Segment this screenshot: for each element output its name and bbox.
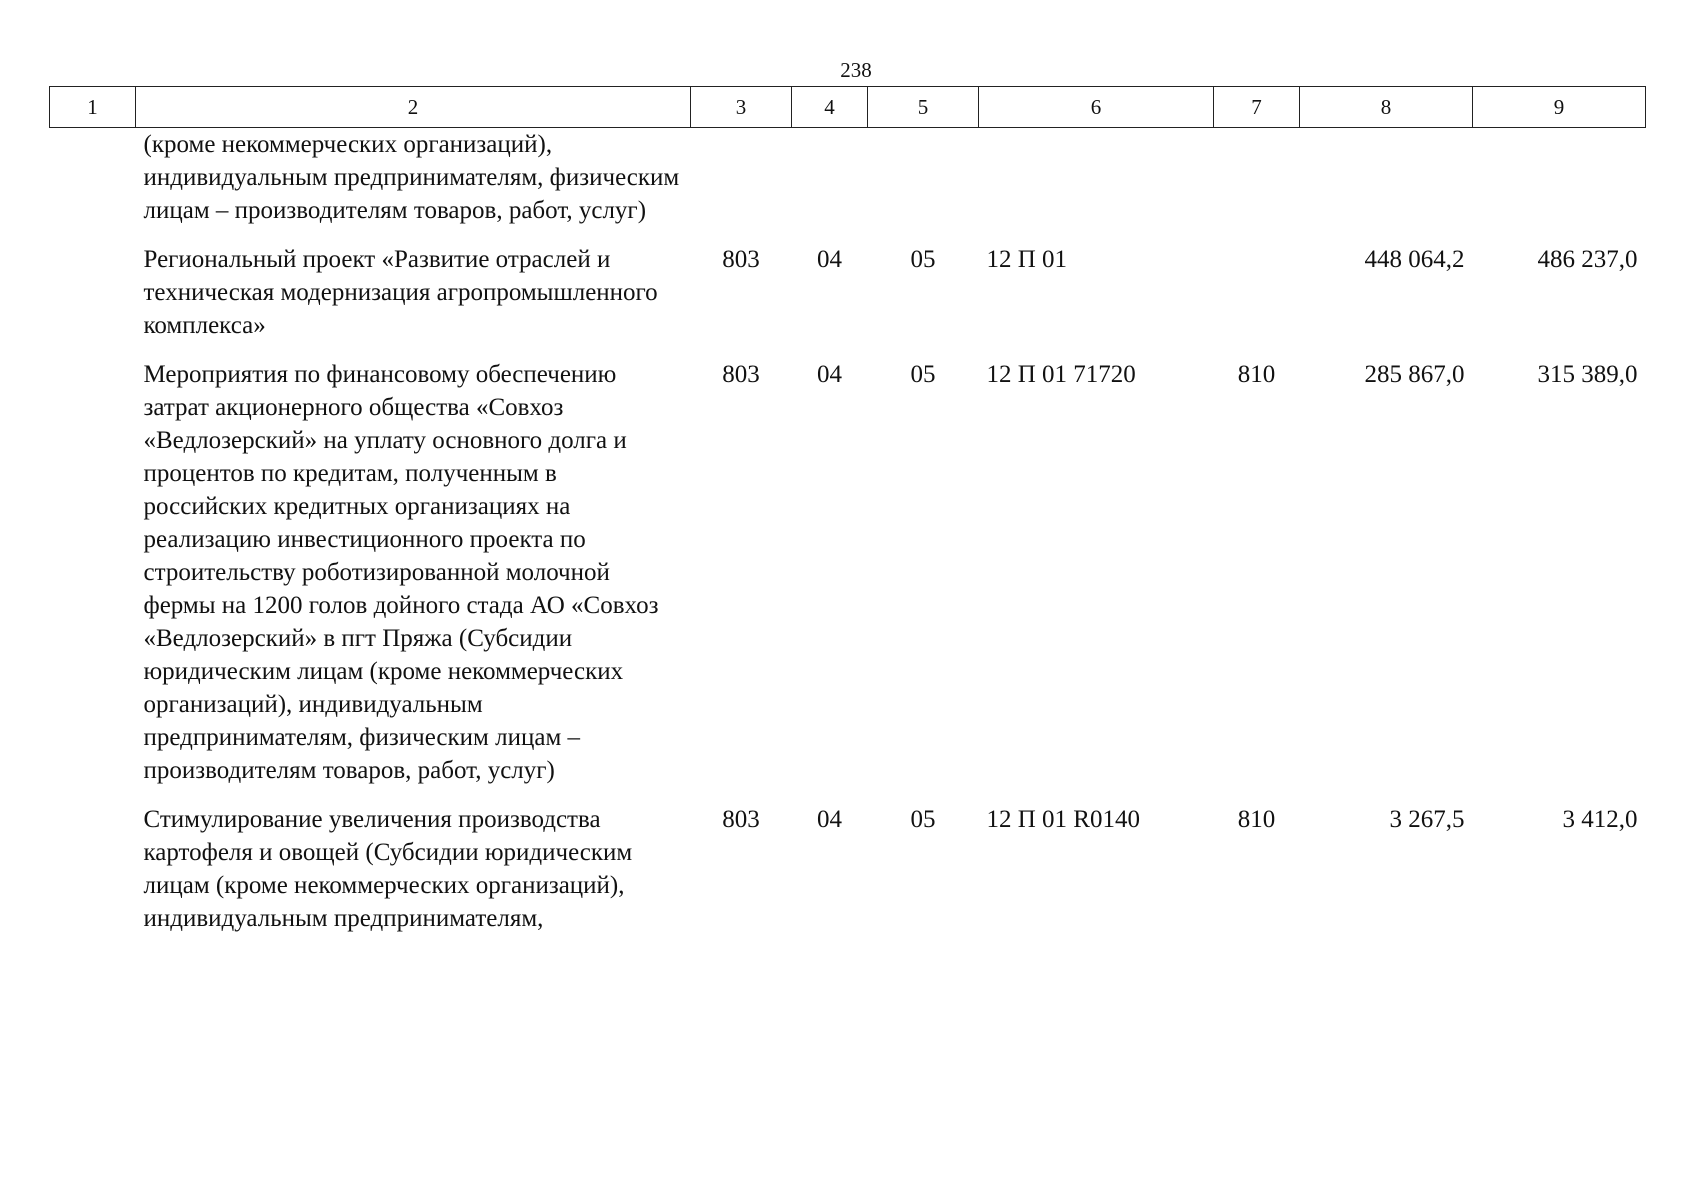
row-sum-year1: [1300, 128, 1473, 242]
row-ministry: 803: [722, 246, 760, 273]
table-row: [50, 801, 1646, 949]
row-target-article: 12 П 01 71720: [986, 361, 1136, 388]
row-subsection: [868, 128, 979, 242]
row-ministry: 803: [722, 806, 760, 833]
page-number: 238: [840, 58, 872, 82]
header-cell-2: 2: [136, 87, 691, 128]
row-ministry: 803: [722, 361, 760, 388]
table-row: [50, 128, 1646, 242]
row-section: 04: [817, 246, 842, 273]
row-target-article: [979, 128, 1214, 242]
header-cell-7: 7: [1214, 87, 1300, 128]
row-sum-year1: 448 064,2: [1364, 246, 1465, 273]
row-expense-type: 810: [1237, 361, 1276, 388]
table-row: [50, 356, 1646, 801]
budget-table: [49, 86, 1646, 949]
row-expense-type: [1214, 128, 1300, 242]
header-cell-3: 3: [691, 87, 792, 128]
row-sum-year2: 3 412,0: [1562, 806, 1638, 833]
row-target-article: 12 П 01 R0140: [986, 806, 1140, 833]
row-subsection: 05: [910, 806, 936, 833]
row-section: 04: [817, 361, 842, 388]
row-section: 04: [817, 806, 842, 833]
row-expense-type: [1214, 241, 1300, 356]
header-cell-9: 9: [1473, 87, 1646, 128]
header-cell-5: 5: [868, 87, 979, 128]
row-sum-year1: 3 267,5: [1389, 806, 1465, 833]
row-sum-year2: 486 237,0: [1537, 246, 1638, 273]
row-ministry: [691, 128, 792, 242]
row-number-cell: [50, 128, 136, 242]
row-section: [792, 128, 868, 242]
row-sum-year1: 285 867,0: [1364, 361, 1465, 388]
header-row: [50, 87, 1646, 128]
row-name: Региональный проект «Развитие отраслей и техническая модернизация агропромышленного комплекса»: [143, 246, 658, 339]
row-number-cell: [50, 241, 136, 356]
row-sum-year2: 315 389,0: [1537, 361, 1638, 388]
row-name: Мероприятия по финансовому обеспечению затрат акционерного общества «Совхоз «Ведлозерский» на уплату основного долга и процентов по кредитам, полученным в российских кредитных организациях на реализацию инвестиционного проекта по строительству роботизированной молочной фермы на 1200 голов дойного стада АО «Совхоз «Ведлозерский» в пгт Пряжа (Субсидии юридическим лицам (кроме некоммерческих организаций), индивидуальным предпринимателям, физическим лицам – производителям товаров, работ, услуг): [143, 361, 659, 784]
header-cell-8: 8: [1300, 87, 1473, 128]
row-expense-type: 810: [1237, 806, 1276, 833]
row-number-cell: [50, 801, 136, 949]
row-name: Стимулирование увеличения производства картофеля и овощей (Субсидии юридическим лицам (кроме некоммерческих организаций), индивидуальным предпринимателям,: [143, 806, 633, 932]
row-subsection: 05: [910, 246, 936, 273]
table-row: [50, 241, 1646, 356]
header-cell-1: 1: [50, 87, 136, 128]
row-target-article: 12 П 01: [986, 246, 1068, 273]
row-sum-year2: [1473, 128, 1646, 242]
row-number-cell: [50, 356, 136, 801]
header-cell-4: 4: [792, 87, 868, 128]
header-cell-6: 6: [979, 87, 1214, 128]
row-name: (кроме некоммерческих организаций), индивидуальным предпринимателям, физическим лицам – производителям товаров, работ, услуг): [143, 131, 680, 224]
row-subsection: 05: [910, 361, 936, 388]
